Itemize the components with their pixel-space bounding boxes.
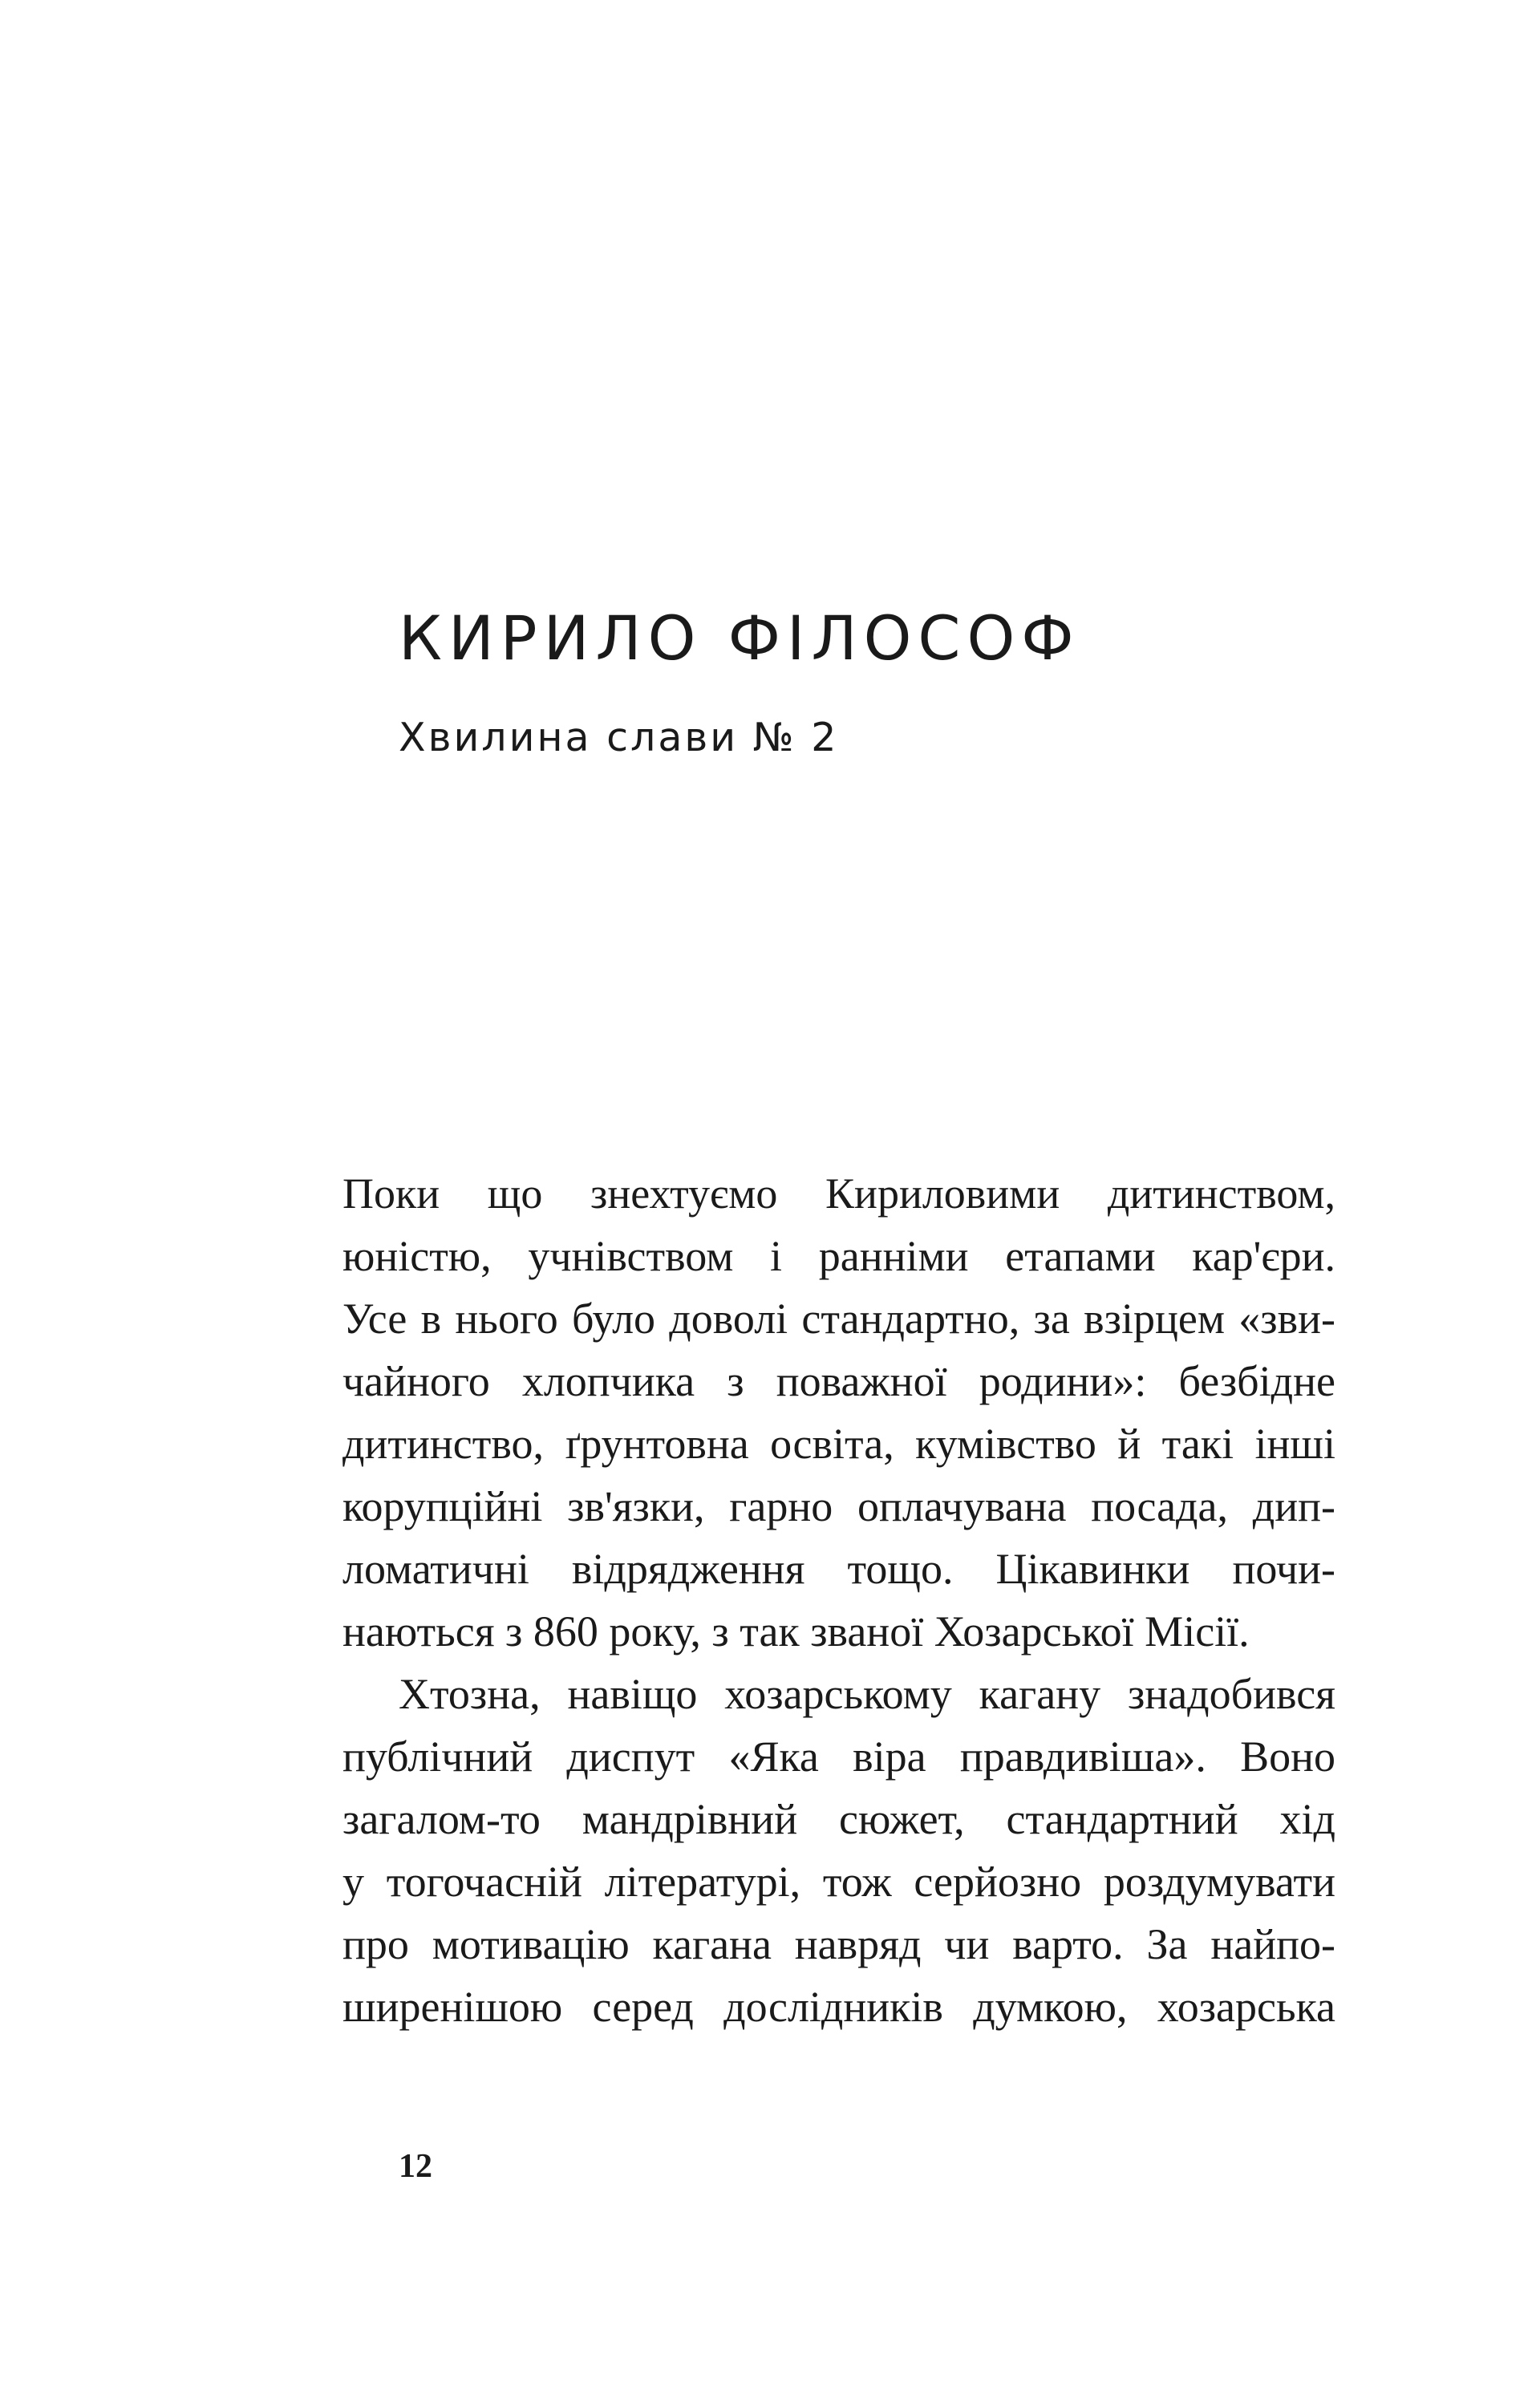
- text-line: публічний диспут «Яка віра правдивіша». Воно: [342, 1732, 1335, 1781]
- text-line: про мотивацію кагана навряд чи варто. За найпо-: [342, 1920, 1335, 1968]
- text-line: чайного хлопчика з поважної родини»: безбідне: [342, 1357, 1335, 1405]
- paragraph: [342, 1663, 1335, 2038]
- text-line: юністю, учнівством і ранніми етапами кар'єри.: [342, 1232, 1335, 1280]
- text-line: ширенішою серед дослідників думкою, хозарська: [342, 1983, 1335, 2031]
- chapter-subtitle: Хвилина слави № 2: [399, 715, 839, 760]
- text-line: у тогочасній літературі, тож серйозно роздумувати: [342, 1858, 1335, 1906]
- text-line: Поки що знехтуємо Кириловими дитинством,: [342, 1169, 1335, 1218]
- paragraph: [342, 1162, 1335, 1663]
- text-line: дитинство, ґрунтовна освіта, кумівство й такі інші: [342, 1420, 1335, 1468]
- text-line: загалом-то мандрівний сюжет, стандартний хід: [342, 1795, 1335, 1843]
- text-line: корупційні зв'язки, гарно оплачувана посада, дип-: [342, 1482, 1335, 1530]
- body-text: [342, 1162, 1335, 2038]
- text-line: Усе в нього було доволі стандартно, за взірцем «зви-: [342, 1295, 1335, 1343]
- text-line: наються з 860 року, з так званої Хозарської Місії.: [342, 1607, 1250, 1655]
- text-line: ломатичні відрядження тощо. Цікавинки почи-: [342, 1545, 1335, 1593]
- chapter-title: КИРИЛО ФІЛОСОФ: [399, 602, 1080, 674]
- text-line: Хтозна, навіщо хозарському кагану знадобився: [399, 1670, 1335, 1718]
- page-number: 12: [399, 2148, 432, 2185]
